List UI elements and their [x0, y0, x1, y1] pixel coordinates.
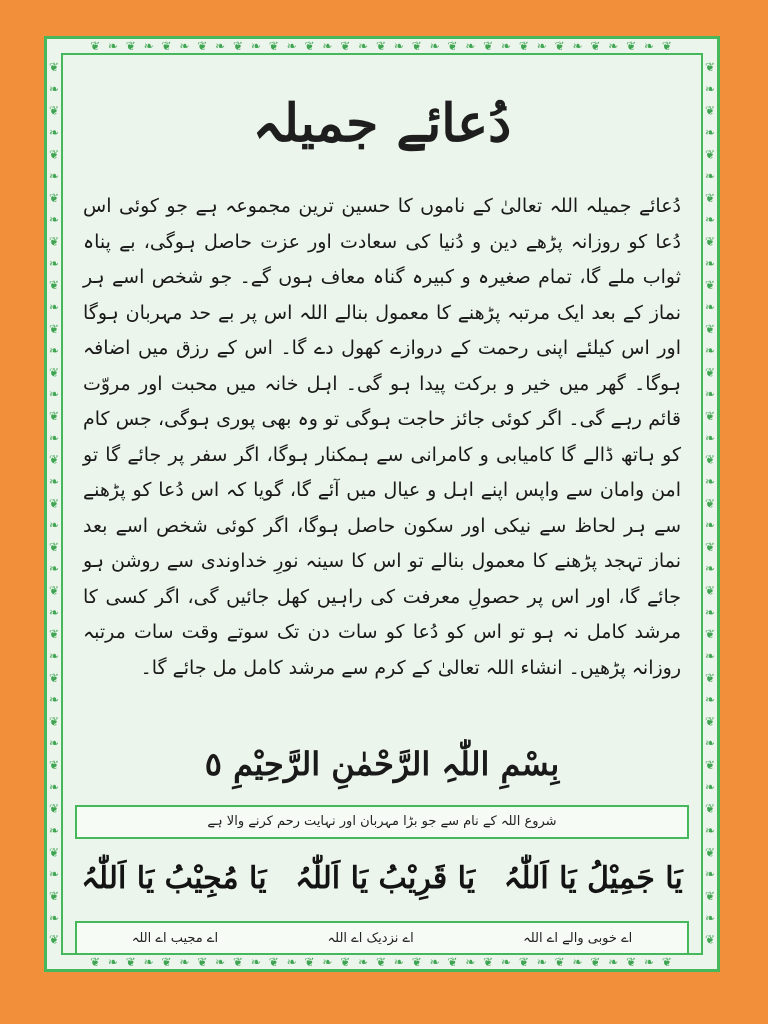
names-meanings — [75, 921, 689, 955]
ornamental-border-top: ❦ ❧ ❦ ❧ ❦ ❧ ❦ ❧ ❦ ❧ ❦ ❧ ❦ ❧ ❦ ❧ ❦ ❧ ❦ ❧ ❦ ❧ ❦ ❧ ❦ ❧ ❦ ❧ ❦ ❧ ❦ ❧ ❦ — [90, 39, 674, 53]
divine-name: یَا مُجِیْبُ یَا اَللّٰہُ — [81, 860, 267, 896]
page-title: دُعائے جمیلہ — [252, 93, 512, 154]
ornamental-border-bottom: ❦ ❧ ❦ ❧ ❦ ❧ ❦ ❧ ❦ ❧ ❦ ❧ ❦ ❧ ❦ ❧ ❦ ❧ ❦ ❧ ❦ ❧ ❦ ❧ ❦ ❧ ❦ ❧ ❦ ❧ ❦ ❧ ❦ — [90, 955, 674, 969]
ornamental-border-right: ❦ ❧ ❦ ❧ ❦ ❧ ❦ ❧ ❦ ❧ ❦ ❧ ❦ ❧ ❦ ❧ ❦ ❧ ❦ ❧ ❦ ❧ ❦ ❧ ❦ ❧ ❦ ❧ ❦ ❧ ❦ ❧ ❦ ❧ ❦ ❧ ❦ ❧ ❦ ❧ ❦ — [703, 59, 717, 949]
name-meaning: اے مجیب اے اللہ — [131, 930, 219, 946]
bismillah-heading: بِسْمِ اللّٰہِ الرَّحْمٰنِ الرَّحِیْمِ ٥ — [204, 745, 560, 783]
ornamental-border-left: ❦ ❧ ❦ ❧ ❦ ❧ ❦ ❧ ❦ ❧ ❦ ❧ ❦ ❧ ❦ ❧ ❦ ❧ ❦ ❧ ❦ ❧ ❦ ❧ ❦ ❧ ❦ ❧ ❦ ❧ ❦ ❧ ❦ ❧ ❦ ❧ ❦ ❧ ❦ ❧ ❦ — [47, 59, 61, 949]
card — [44, 36, 720, 972]
name-meaning: اے نزدیک اے اللہ — [327, 930, 414, 946]
name-meaning: اے خوبی والے اے اللہ — [523, 930, 633, 946]
divine-name: یَا قَرِیْبُ یَا اَللّٰہُ — [295, 860, 476, 896]
divine-names-row — [67, 847, 697, 909]
body-paragraph: دُعائے جمیلہ اللہ تعالیٰ کے ناموں کا حسین ترین مجموعہ ہے جو کوئی اس دُعا کو روزانہ پڑھے دین و دُنیا کی سعادت اور عزت حاصل ہوگی، بے پناہ ثواب ملے گا، تمام صغیرہ و کبیرہ گناہ معاف ہوں گے۔ جو شخص اسے ہر نماز کے بعد ایک مرتبہ پڑھنے کا معمول بنالے اللہ اس پر بے حد مہربان ہوگا اور اس کیلئے اپنی رحمت کے دروازے کھول دے گا۔ اس کے رزق میں اضافہ ہوگا۔ گھر میں خیر و برکت پیدا ہو گی۔ اہل خانہ میں محبت اور مروّت قائم رہے گی۔ اگر کوئی جائز حاجت ہوگی تو وہ بھی پوری ہوگی، جس کام کو ہاتھ ڈالے گا کامیابی و کامرانی سے ہمکنار ہوگا، اگر سفر پر جائے گا تو امن وامان سے واپس اپنے اہل و عیال میں آئے گا، گویا کہ اس دُعا کو پڑھنے سے ہر لحاظ سے نیکی اور سکون حاصل ہوگا، اگر کوئی شخص اسے بعد نماز تہجد پڑھنے کا معمول بنالے تو اس کا سینہ نورِ خداوندی سے روشن ہو جائے گا، اور اس پر حصولِ معرفت کی راہیں کھل جائیں گی، اگر کسی کا مرشد کامل نہ ہو تو اس کو دُعا کو سات دن تک سوتے وقت سات مرتبہ روزانہ پڑھیں۔ انشاء اللہ تعالیٰ کے کرم سے مرشد کامل مل جائے گا۔ — [83, 195, 681, 679]
divine-name: یَا جَمِیْلُ یَا اَللّٰہُ — [503, 860, 683, 896]
bismillah-translation: شروع اللہ کے نام سے جو بڑا مہربان اور نہایت رحم کرنے والا ہے — [75, 805, 689, 839]
